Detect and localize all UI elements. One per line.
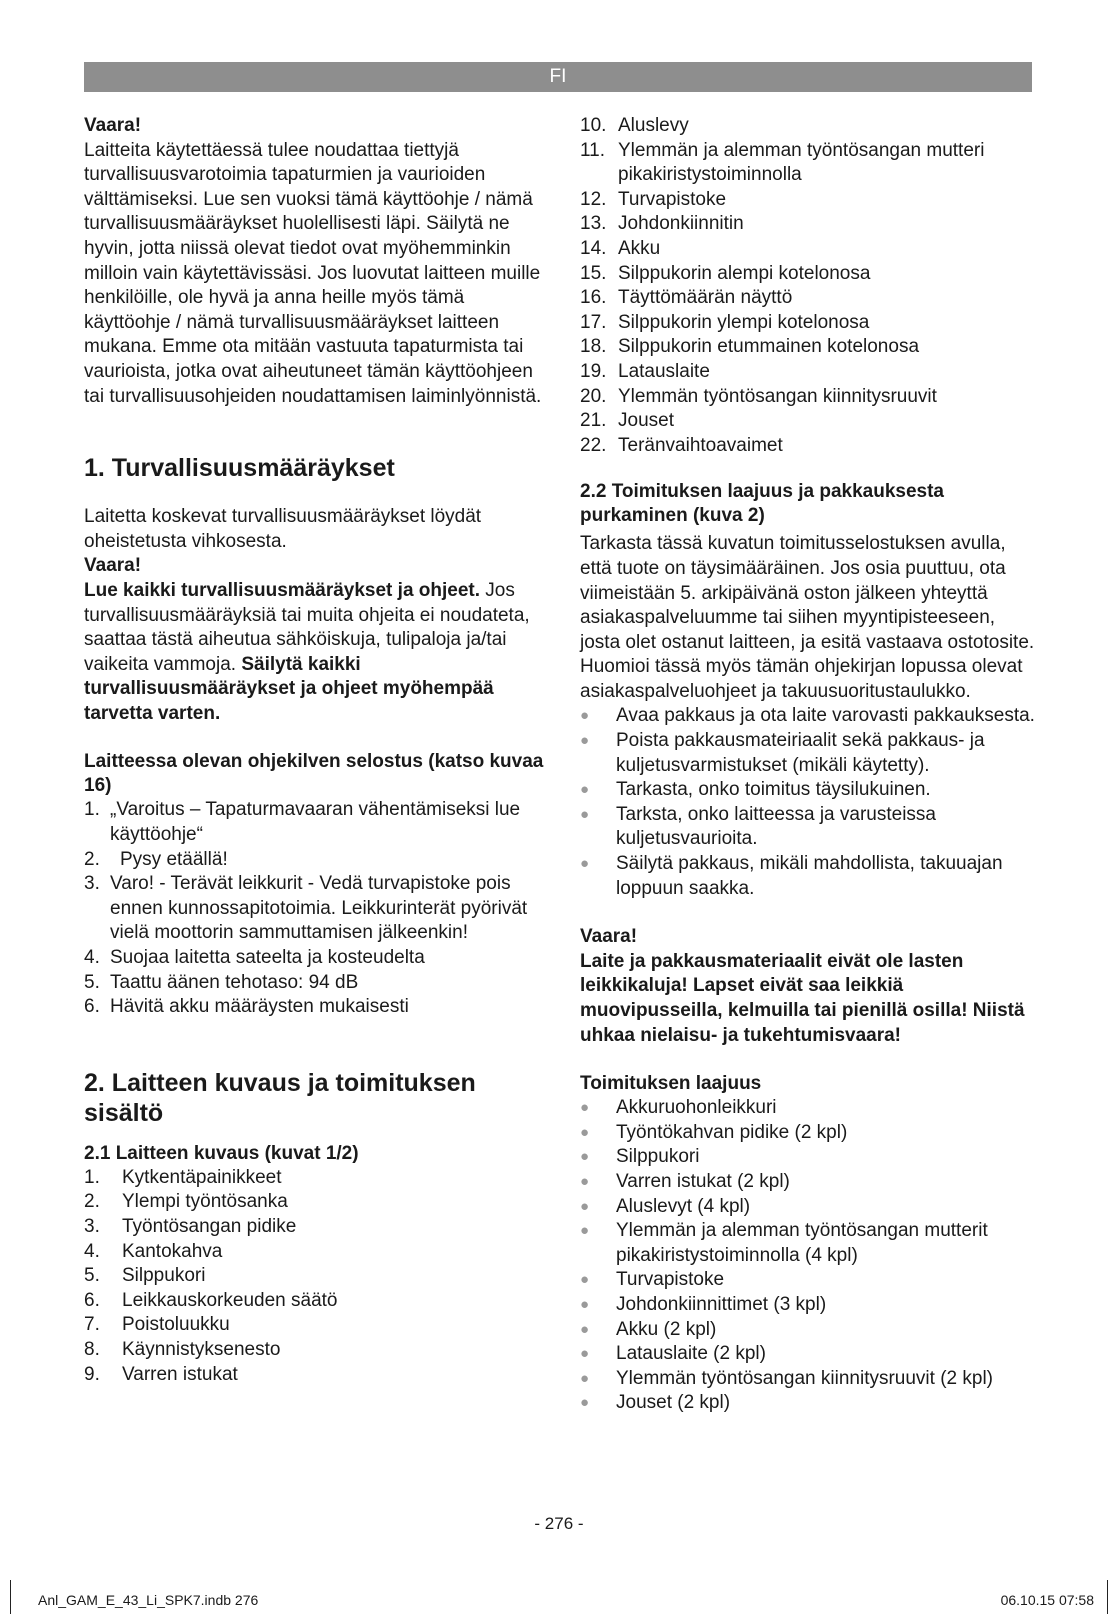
list-item: ● Tarksta, onko laitteessa ja varusteissa kuljetusvaurioita. bbox=[580, 803, 1035, 852]
list-item: 1. Kytkentäpainikkeet bbox=[84, 1166, 282, 1188]
list-item: 2. Ylempi työntösanka bbox=[84, 1191, 288, 1213]
list-item: ● Akkuruohonleikkuri bbox=[580, 1096, 1035, 1121]
bullet-icon: ● bbox=[580, 805, 590, 823]
list-item: ● Ylemmän ja alemman työntösangan mutterit pikakiristystoiminnolla (4 kpl) bbox=[580, 1219, 1035, 1268]
bullet-icon: ● bbox=[580, 1222, 590, 1240]
list-item: ● Johdonkiinnittimet (3 kpl) bbox=[580, 1293, 1035, 1318]
language-bar bbox=[84, 62, 1032, 92]
list-item: ● Turvapistoke bbox=[580, 1268, 1035, 1293]
list-item: 20. Ylemmän työntösangan kiinnitysruuvit bbox=[580, 385, 937, 407]
section-2-title: 2. Laitteen kuvaus ja toimituksen sisältö bbox=[84, 1068, 476, 1127]
crop-mark-right bbox=[1107, 1580, 1108, 1614]
list-item: 3. Työntösangan pidike bbox=[84, 1216, 297, 1237]
bullet-icon: ● bbox=[580, 1369, 590, 1387]
section-1-text: Laitetta koskevat turvallisuusmääräykset löydät oheistetusta vihkosesta. bbox=[84, 506, 482, 552]
list-item: 19. Latauslaite bbox=[580, 360, 710, 382]
list-item: 22. Teränvaihtoavaimet bbox=[580, 434, 783, 456]
list-item: 10. Aluslevy bbox=[580, 115, 689, 136]
labels-title: Laitteessa olevan ohjekilven selostus (katso kuvaa 16) bbox=[84, 751, 544, 797]
bullet-icon: ● bbox=[580, 855, 590, 873]
warning-text: Laitteita käytettäessä tulee noudattaa tiettyjä turvallisuusvarotoimia tapaturmien ja vaurioiden välttämiseksi. Lue sen vuoksi tämä käyttöohje / nämä turvallisuusmääräykset huolellisesti läpi. Säilytä ne hyvin, jotta niissä olevat tiedot ovat myöhemminkin milloin vain käytettävissäsi. Jos luovutat laitteen muille henkilöille, ole hyvä ja anna heille myös tämä käyttöohje / nämä turvallisuusmääräykset laitteen mukana. Emme ota mitään vastuuta tapaturmista tai vaurioista, jotka ovat aiheutuneet tämän käyttöohjeen tai turvallisuusohjeiden noudattamisen laiminlyönnistä. bbox=[84, 139, 542, 407]
section-1-paragraph bbox=[84, 579, 544, 727]
list-item: ● Työntökahvan pidike (2 kpl) bbox=[580, 1121, 1035, 1146]
bullet-icon: ● bbox=[580, 732, 590, 750]
list-item: 4. Suojaa laitetta sateelta ja kosteudelta bbox=[84, 947, 425, 969]
warning-2-text: Laite ja pakkausmateriaalit eivät ole lasten leikkikaluja! Lapset eivät saa leikkiä muovipusseilla, kelmuilla tai pienillä osilla! Niistä uhkaa nielaisu- ja tukehtumisvaara! bbox=[580, 950, 1025, 1046]
list-item: 17. Silppukorin ylempi kotelonosa bbox=[580, 311, 870, 333]
list-item: ● Ylemmän työntösangan kiinnitysruuvit (2 kpl) bbox=[580, 1367, 1035, 1392]
list-item: 7. Poistoluukku bbox=[84, 1314, 230, 1336]
list-item: 9. Varren istukat bbox=[84, 1363, 238, 1385]
list-item: 13. Johdonkiinnitin bbox=[580, 213, 744, 235]
list-item: 2. Pysy etäällä! bbox=[84, 848, 228, 870]
list-item: 16. Täyttömäärän näyttö bbox=[580, 287, 793, 309]
list-item: ● Akku (2 kpl) bbox=[580, 1318, 1035, 1343]
list-item: 3. Varo! - Terävät leikkurit - Vedä turvapistoke pois ennen kunnossapitotoimia. Leikkurinterät pyörivät vielä moottorin sammuttamisen jälkeenkin! bbox=[84, 873, 528, 944]
bullet-icon: ● bbox=[580, 1123, 590, 1141]
section-1-bold-2: Säilytä kaikki turvallisuusmääräykset ja ohjeet myöhempää tarvetta varten. bbox=[84, 653, 494, 724]
bullet-icon: ● bbox=[580, 1345, 590, 1363]
list-item: 5. Taattu äänen tehotaso: 94 dB bbox=[84, 971, 359, 993]
crop-mark-left bbox=[10, 1580, 11, 1614]
scope-list bbox=[580, 1096, 1035, 1416]
list-item: 15. Silppukorin alempi kotelonosa bbox=[580, 262, 871, 284]
list-item: ● Säilytä pakkaus, mikäli mahdollista, takuuajan loppuun saakka. bbox=[580, 852, 1035, 901]
list-item: ● Poista pakkausmateiriaalit sekä pakkaus- ja kuljetusvarmistukset (mikäli käytetty). bbox=[580, 729, 1035, 778]
parts-list-a bbox=[84, 1166, 544, 1387]
bullet-icon: ● bbox=[580, 781, 590, 799]
section-2-2-text: Tarkasta tässä kuvatun toimitusselostuksen avulla, että tuote on täysimääräinen. Jos osia puuttuu, ota viimeistään 5. arkipäivänä oston jälkeen yhteyttä asiakaspalveluumme tai siihen myyntipisteeseen, josta olet ostanut laitteen, ja esitä vastaava ostotosite. Huomioi tässä myös tämän ohjekirjan lopussa olevat asiakaspalveluohjeet ja takuusuoritustaulukko. bbox=[580, 533, 1035, 702]
language-label: FI bbox=[549, 66, 567, 87]
right-column bbox=[580, 114, 1035, 1416]
section-2-2-title: 2.2 Toimituksen laajuus ja pakkauksesta purkaminen (kuva 2) bbox=[580, 481, 944, 527]
bullet-icon: ● bbox=[580, 1320, 590, 1338]
bullet-icon: ● bbox=[580, 1295, 590, 1313]
bullet-icon: ● bbox=[580, 1148, 590, 1166]
list-item: 14. Akku bbox=[580, 237, 661, 259]
bullet-icon: ● bbox=[580, 707, 590, 725]
bullet-icon: ● bbox=[580, 1172, 590, 1190]
list-item: 21. Jouset bbox=[580, 410, 674, 432]
list-item: ● Latauslaite (2 kpl) bbox=[580, 1342, 1035, 1367]
list-item: 12. Turvapistoke bbox=[580, 188, 727, 210]
list-item: ● Varren istukat (2 kpl) bbox=[580, 1170, 1035, 1195]
bullet-icon: ● bbox=[580, 1394, 590, 1412]
section-1-title: 1. Turvallisuusmääräykset bbox=[84, 454, 395, 483]
parts-list-b bbox=[580, 114, 1035, 458]
section-2-1-title: 2.1 Laitteen kuvaus (kuvat 1/2) bbox=[84, 1142, 359, 1164]
left-column bbox=[84, 114, 544, 1387]
list-item: 6. Leikkauskorkeuden säätö bbox=[84, 1289, 338, 1311]
list-item: ● Avaa pakkaus ja ota laite varovasti pakkauksesta. bbox=[580, 704, 1035, 729]
list-item: 11. Ylemmän ja alemman työntösangan mutteri pikakiristystoiminnolla bbox=[580, 139, 985, 186]
list-item: ● Tarkasta, onko toimitus täysilukuinen. bbox=[580, 778, 1035, 803]
warning-2-title: Vaara! bbox=[580, 926, 638, 948]
scope-title: Toimituksen laajuus bbox=[580, 1073, 762, 1095]
list-item: ● Aluslevyt (4 kpl) bbox=[580, 1195, 1035, 1220]
list-item: 1. „Varoitus – Tapaturmavaaran vähentämiseksi lue käyttöohje“ bbox=[84, 799, 521, 846]
list-item: 8. Käynnistyksenesto bbox=[84, 1338, 281, 1360]
list-item: 4. Kantokahva bbox=[84, 1240, 223, 1262]
list-item: 18. Silppukorin etummainen kotelonosa bbox=[580, 336, 920, 358]
list-item: 6. Hävitä akku määräysten mukaisesti bbox=[84, 996, 409, 1018]
footer-date: 06.10.15 07:58 bbox=[1000, 1592, 1094, 1608]
bullet-icon: ● bbox=[580, 1271, 590, 1289]
footer-file: Anl_GAM_E_43_Li_SPK7.indb 276 bbox=[38, 1592, 259, 1608]
list-item: ● Jouset (2 kpl) bbox=[580, 1391, 1035, 1416]
section-1-warning: Vaara! bbox=[84, 555, 142, 577]
section-1-text-2: Jos turvallisuusmääräyksiä tai muita ohjeita ei noudateta, saattaa tästä aiheutua sähköiskuja, tulipaloja ja/tai vaikeita vammoja. bbox=[84, 579, 530, 675]
unpack-list bbox=[580, 704, 1035, 901]
warning-title: Vaara! bbox=[84, 115, 142, 136]
labels-list bbox=[84, 798, 544, 1019]
bullet-icon: ● bbox=[580, 1197, 590, 1215]
section-1-bold-1: Lue kaikki turvallisuusmääräykset ja ohjeet. bbox=[84, 579, 481, 601]
list-item: 5. Silppukori bbox=[84, 1265, 206, 1287]
page-number: - 276 - bbox=[534, 1514, 584, 1533]
list-item: ● Silppukori bbox=[580, 1145, 1035, 1170]
bullet-icon: ● bbox=[580, 1099, 590, 1117]
